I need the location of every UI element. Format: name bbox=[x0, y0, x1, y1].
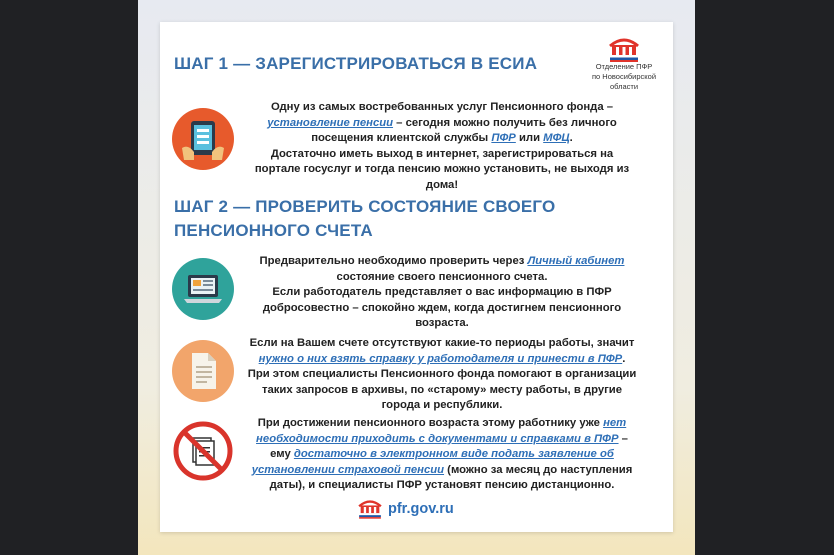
step1-title: ШАГ 1 — ЗАРЕГИСТРИРОВАТЬСЯ В ЕСИА bbox=[174, 54, 538, 73]
step2-title bbox=[174, 195, 574, 243]
step1-dot: . bbox=[569, 132, 573, 145]
pfr-logo-icon bbox=[585, 32, 663, 62]
apply-online-link-part1[interactable]: достаточно в электронном виде подать заявление об bbox=[293, 448, 614, 461]
block2-line5: города и республики. bbox=[381, 399, 503, 412]
site-link[interactable]: pfr.gov.ru bbox=[388, 501, 454, 517]
block2-line1: Если на Вашем счете отсутствуют какие-то периоды работы, значит bbox=[249, 337, 635, 349]
brand-block bbox=[585, 32, 663, 92]
apply-online-link-part2[interactable]: установлении страховой пенсии bbox=[251, 463, 445, 476]
no-need-link-part2[interactable]: необходимости приходить с документами и справками в ПФР bbox=[256, 432, 619, 445]
block2-line4: таких запросов в архивы, по «старому» месту работы, в другие bbox=[261, 383, 623, 396]
step1-line1: Одну из самых востребованных услуг Пенсионного фонда – bbox=[270, 101, 614, 113]
block3-line5: даты), и специалисты ПФР установят пенсию дистанционно. bbox=[269, 479, 615, 492]
step2-title-line2: ПЕНСИОННОГО СЧЕТА bbox=[174, 221, 373, 240]
org-name-line2: по Новосибирской bbox=[591, 72, 657, 81]
laptop-screen-icon bbox=[172, 258, 234, 320]
org-name-line1: Отделение ПФР bbox=[595, 62, 653, 71]
step1-line6: дома! bbox=[425, 178, 459, 191]
pension-link[interactable]: установление пенсии bbox=[267, 116, 394, 129]
no-documents-icon bbox=[172, 420, 234, 482]
step1-line3: посещения клиентской службы bbox=[311, 132, 492, 145]
pfr-logo-icon bbox=[356, 494, 384, 525]
step1-text bbox=[242, 100, 642, 194]
document-icon bbox=[172, 340, 234, 402]
info-poster bbox=[160, 22, 673, 532]
block1-line4: добросовестно – спокойно ждем, когда достигнем пенсионного bbox=[262, 301, 622, 314]
step1-line5: портале госуслуг и тогда пенсию можно установить, не выходя из bbox=[254, 163, 630, 176]
step2-block2 bbox=[242, 336, 642, 414]
step2-block1 bbox=[242, 254, 642, 332]
block1-line1: Предварительно необходимо проверить через bbox=[259, 255, 528, 267]
block1-line3: Если работодатель представляет о вас информацию в ПФР bbox=[272, 286, 612, 299]
step1-line2: – сегодня можно получить без личного bbox=[393, 116, 617, 129]
block1-line2: состояние своего пенсионного счета. bbox=[336, 270, 548, 283]
step2-title-line1: ШАГ 2 — ПРОВЕРИТЬ СОСТОЯНИЕ СВОЕГО bbox=[174, 197, 556, 216]
footer bbox=[356, 494, 486, 524]
personal-cabinet-link[interactable]: Личный кабинет bbox=[527, 255, 625, 267]
pfr-link[interactable]: ПФР bbox=[491, 132, 516, 145]
mfc-link[interactable]: МФЦ bbox=[543, 132, 570, 145]
block2-line3: При этом специалисты Пенсионного фонда помогают в организации bbox=[247, 368, 637, 381]
block3-him: ему bbox=[270, 448, 294, 461]
block2-dot: . bbox=[622, 352, 626, 365]
step1-line4: Достаточно иметь выход в интернет, зарегистрироваться на bbox=[270, 147, 614, 160]
step1-or: или bbox=[515, 132, 544, 145]
block3-line1: При достижении пенсионного возраста этому работнику уже bbox=[257, 417, 604, 429]
tablet-hand-icon bbox=[172, 108, 234, 170]
org-name-line3: области bbox=[609, 82, 639, 91]
block3-dash: – bbox=[618, 432, 628, 445]
certificate-link[interactable]: нужно о них взять справку у работодателя и принести в ПФР bbox=[258, 352, 623, 365]
no-need-link-part1[interactable]: нет bbox=[603, 417, 627, 429]
block3-line4: (можно за месяц до наступления bbox=[444, 463, 633, 476]
block1-line5: возраста. bbox=[415, 317, 469, 330]
step2-block3 bbox=[242, 416, 642, 494]
